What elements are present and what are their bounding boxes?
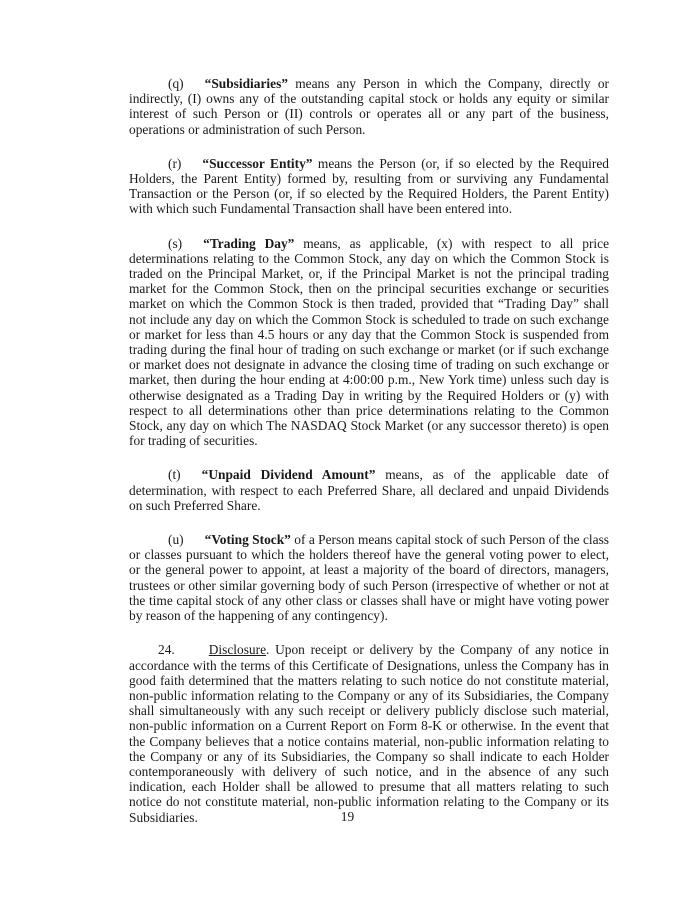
definition-text: means, as of the applicable date of determination, with respect to each Preferred Share, all declared and unpaid Dividends on such Preferred Share. <box>129 467 609 513</box>
close-quote: ” <box>368 467 376 483</box>
open-quote: “ <box>204 532 212 548</box>
definition-label: (r) <box>168 155 182 171</box>
open-quote: “ <box>204 76 212 91</box>
defined-term: Trading Day <box>209 235 288 251</box>
close-quote: ” <box>281 76 288 91</box>
definition-s <box>129 236 609 449</box>
definition-u <box>129 532 609 623</box>
definition-q <box>129 76 609 137</box>
definition-text: means, as applicable, (x) with respect to all price determinations relating to the Common Stock, any day on which the Common Stock is traded on the Principal Market, or, if the Principal Market is not the principal trading market for the Common Stock, then on the principal securities exchange or securities market on which the Common Stock is then traded, provided that “Trading Day” shall not include any day on which the Common Stock is scheduled to trade on such exchange or market for less than 4.5 hours or any day that the Common Stock is suspended from trading during the final hour of trading on such exchange or market (or if such exchange or market does not designate in advance the closing time of trading on such exchange or market, then during the hour ending at 4:00:00 p.m., New York time) unless such day is otherwise designated as a Trading Day in writing by the Required Holders or (y) with respect to all determinations other than price determinations relating to the Common Stock, any day on which The NASDAQ Stock Market (or any successor thereto) is open for trading of securities. <box>129 235 610 449</box>
page-body <box>129 76 609 844</box>
section-24-disclosure <box>129 642 609 824</box>
defined-term: Successor Entity <box>209 155 306 171</box>
defined-term: Subsidiaries <box>211 76 282 91</box>
page-number: 19 <box>340 809 355 824</box>
definition-text: means the Person (or, if so elected by the Required Holders, the Parent Entity) formed by, resulting from or surviving any Fundamental Transaction or the Person (or, if so elected by the Required Holders, the Parent Entity) with which such Fundamental Transaction shall have been entered into. <box>129 155 610 217</box>
definition-text: of a Person means capital stock of such Person of the class or classes pursuant to which the holders thereof have the general voting power to elect, or the general power to appoint, at least a majority of the board of directors, managers, trustees or other similar governing body of such Person (irrespective of whether or not at the time capital stock of any other class or classes shall have or might have voting power by reason of the happening of any contingency). <box>129 532 609 624</box>
close-quote: ” <box>305 155 313 171</box>
section-heading: Disclosure <box>208 642 267 658</box>
open-quote: “ <box>203 235 210 251</box>
section-text: . Upon receipt or delivery by the Company of any notice in accordance with the terms of this Certificate of Designations, unless the Company has in good faith determined that the matters relating to such notice do not constitute material, non-public information relating to the Company or any of its Subsidiaries, the Company shall simultaneously with any such receipt or delivery publicly disclose such material, non-public information on a Current Report on Form 8-K or otherwise. In the event that the Company believes that a notice contains material, non-public information relating to the Company or any of its Subsidiaries, the Company so shall indicate to each Holder contemporaneously with delivery of such notice, and in the absence of any such indication, each Holder shall be allowed to presume that all matters relating to such notice do not constitute material, non-public information relating to the Company or its Subsidiaries. <box>129 642 609 825</box>
definition-r <box>129 156 609 217</box>
open-quote: “ <box>202 155 210 171</box>
definition-label: (q) <box>168 76 184 91</box>
definition-label: (u) <box>168 532 184 548</box>
definition-label: (s) <box>168 235 183 251</box>
definition-t <box>129 467 609 513</box>
defined-term: Voting Stock <box>211 532 285 548</box>
defined-term: Unpaid Dividend Amount <box>208 467 369 483</box>
close-quote: ” <box>284 532 291 548</box>
definition-text: means any Person in which the Company, directly or indirectly, (I) owns any of the outstanding capital stock or holds any equity or similar interest of such Person or (II) controls or operates all or any part of the business, operations or administration of such Person. <box>129 76 609 137</box>
close-quote: ” <box>287 235 295 251</box>
section-number: 24. <box>158 642 175 658</box>
definition-label: (t) <box>168 467 181 483</box>
open-quote: “ <box>201 467 209 483</box>
